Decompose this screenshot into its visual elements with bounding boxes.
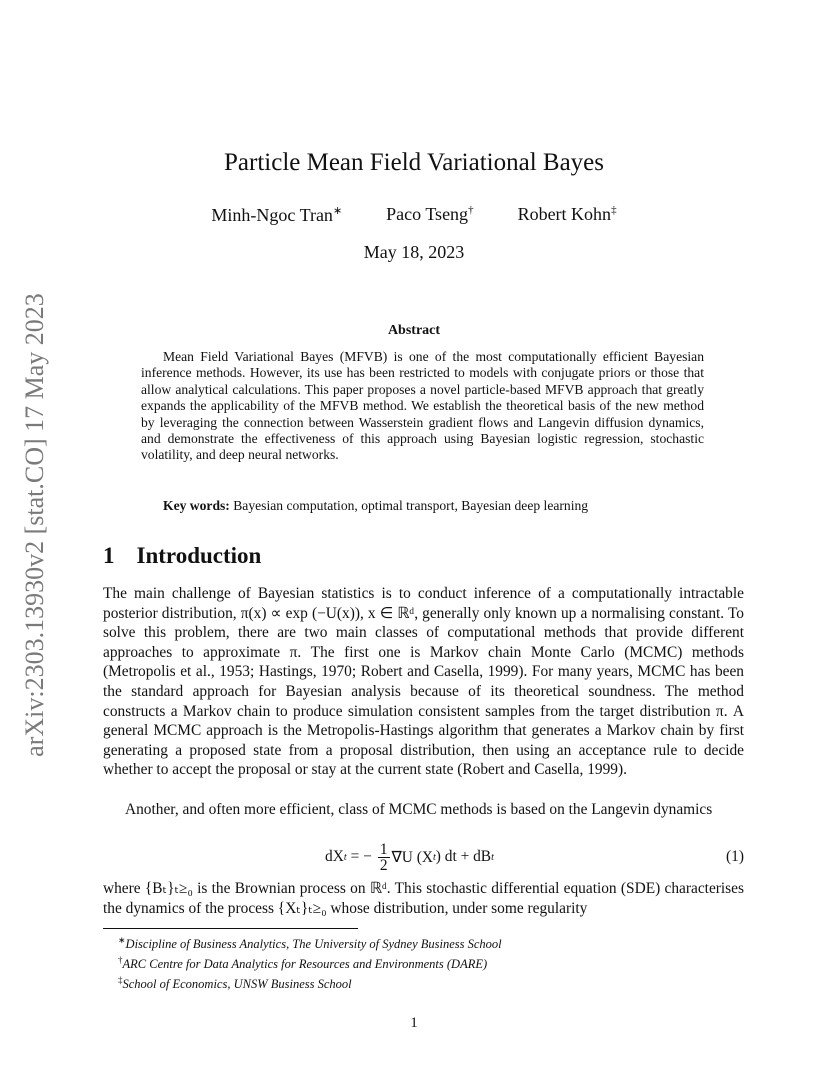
author-name: Minh-Ngoc Tran bbox=[211, 205, 333, 225]
equation-number: (1) bbox=[726, 848, 744, 865]
arxiv-identifier: arXiv:2303.13930v2 [stat.CO] 17 May 2023 bbox=[20, 293, 49, 757]
footnotes bbox=[118, 932, 502, 992]
equation-subscript: t bbox=[491, 851, 494, 863]
equation-fraction bbox=[378, 842, 390, 873]
section-number: 1 bbox=[103, 543, 115, 568]
footnote bbox=[118, 952, 502, 972]
body-paragraph: The main challenge of Bayesian statistics is to conduct inference of a computationally intractable posterior distribution, π(x) ∝ exp (−U(x)), x ∈ ℝᵈ, generally only known up a normalising constant. To solve this problem, there are two main classes of computational methods that provide different approaches to approximate π. The first one is Markov chain Monte Carlo (MCMC) methods (Metropolis et al., 1953; Hastings, 1970; Robert and Casella, 1999). For many years, MCMC has been the standard approach for Bayesian analysis because of its theoretical soundness. The method constructs a Markov chain to produce simulation consistent samples from the target distribution π. A general MCMC approach is the Metropolis-Hastings algorithm that generates a Markov chain by first generating a proposed state from a proposal distribution, then using an acceptance rule to decide whether to accept the proposal or stay at the current state (Robert and Casella, 1999). bbox=[103, 585, 744, 779]
equation-term: ∇U (X bbox=[391, 848, 434, 866]
equation-lhs: dX bbox=[325, 848, 344, 865]
footnote-rule bbox=[103, 928, 358, 929]
author-mark: ‡ bbox=[611, 204, 617, 216]
keywords bbox=[163, 498, 588, 514]
author-list bbox=[0, 204, 828, 226]
equation-subscript: t bbox=[343, 851, 347, 863]
paper-title: Particle Mean Field Variational Bayes bbox=[224, 149, 604, 176]
footnote-text: Discipline of Business Analytics, The University of Sydney Business School bbox=[125, 937, 502, 952]
equation-subscript: t bbox=[433, 851, 436, 863]
section-heading bbox=[103, 543, 261, 569]
fraction-denominator: 2 bbox=[379, 856, 388, 874]
equation bbox=[103, 837, 744, 877]
footnote-text: School of Economics, UNSW Business School bbox=[122, 977, 352, 992]
author bbox=[518, 204, 617, 226]
footnote bbox=[118, 932, 502, 952]
footnote-mark: † bbox=[118, 955, 123, 966]
footnote-mark: ∗ bbox=[118, 935, 126, 945]
arxiv-watermark bbox=[10, 275, 60, 775]
body-paragraph: Another, and often more efficient, class of MCMC methods is based on the Langevin dynamics bbox=[125, 801, 713, 818]
author bbox=[386, 204, 473, 226]
equation-term: ) dt + dB bbox=[435, 848, 492, 865]
footnote-text: ARC Centre for Data Analytics for Resources and Environments (DARE) bbox=[122, 957, 488, 972]
page-number: 1 bbox=[410, 1015, 418, 1031]
author-name: Paco Tseng bbox=[386, 204, 469, 224]
body-paragraph: where {Bₜ}ₜ≥₀ is the Brownian process on ℝᵈ. This stochastic differential equation (SDE) characterises the dynamics of the process {Xₜ}ₜ≥₀ whose distribution, under some regularity bbox=[103, 880, 744, 917]
keywords-text: Bayesian computation, optimal transport, Bayesian deep learning bbox=[233, 498, 589, 513]
fraction-numerator: 1 bbox=[379, 840, 388, 858]
abstract-text: Mean Field Variational Bayes (MFVB) is one of the most computationally efficient Bayesian inference methods. However, its use has been restricted to models with conjugate priors or those that allow analytical calculations. This paper proposes a novel particle-based MFVB approach that greatly expands the applicability of the MFVB method. We establish the theoretical basis of the new method by leveraging the connection between Wasserstein gradient flows and Langevin diffusion dynamics, and demonstrate the effectiveness of this approach using Bayesian logistic regression, stochastic volatility, and deep neural networks. bbox=[141, 349, 704, 463]
author-name: Robert Kohn bbox=[517, 204, 612, 224]
author bbox=[211, 204, 342, 226]
equation-equals: = − bbox=[350, 848, 372, 865]
keywords-label: Key words: bbox=[163, 498, 230, 513]
abstract-heading: Abstract bbox=[387, 323, 441, 338]
footnote bbox=[118, 972, 502, 992]
equation-expression bbox=[325, 837, 494, 877]
section-title: Introduction bbox=[136, 543, 262, 568]
author-mark: † bbox=[468, 204, 474, 216]
footnote-mark: ‡ bbox=[118, 975, 123, 986]
author-mark: ∗ bbox=[332, 205, 343, 217]
paper-date: May 18, 2023 bbox=[363, 242, 465, 262]
